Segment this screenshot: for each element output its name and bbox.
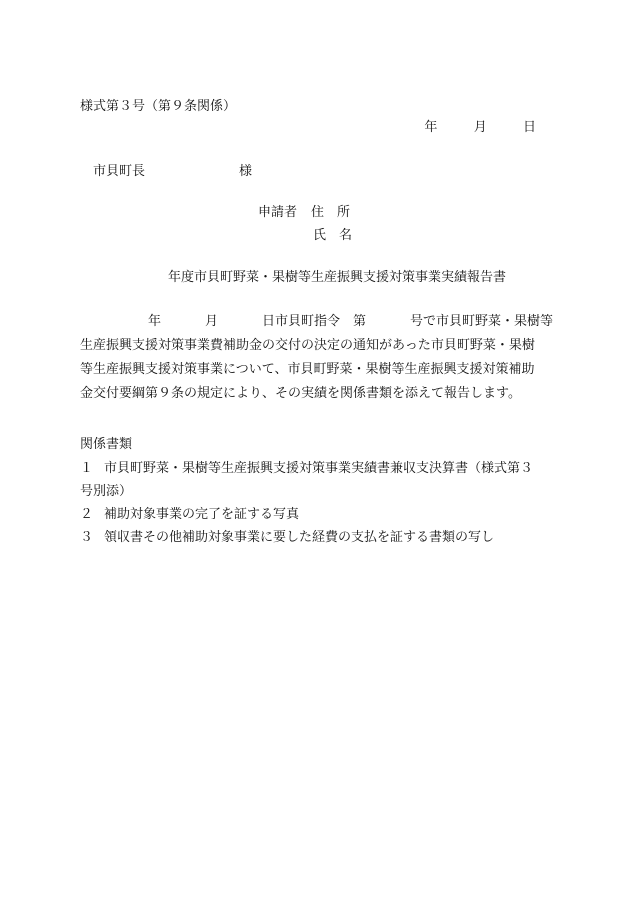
item-text: 領収書その他補助対象事業に要した経費の支払を証する書類の写し [104, 530, 495, 545]
list-item [80, 503, 560, 526]
date-day: 日 [522, 120, 536, 135]
item-text: 市貝町野菜・果樹等生産振興支援対策事業実績書兼収支決算書（様式第３ [104, 461, 534, 476]
applicant-label: 申請者 [258, 205, 298, 220]
report-body [80, 310, 554, 406]
applicant-address-row [258, 206, 350, 219]
item-number: １ [80, 461, 94, 476]
item-continuation: 号別添） [80, 484, 133, 499]
list-item [80, 526, 560, 549]
body-line-2: 生産振興支援対策事業費補助金の交付の決定の通知があった市貝町野菜・果樹 [80, 338, 535, 353]
date-month: 月 [473, 120, 487, 135]
applicant-name-label: 氏 名 [313, 228, 353, 243]
addressee-office: 市貝町長 [93, 164, 146, 179]
item-text: 補助対象事業の完了を証する写真 [104, 507, 300, 522]
body-month: 月 [205, 314, 219, 329]
related-documents-heading: 関係書類 [80, 437, 133, 452]
applicant-address-label: 住 所 [311, 205, 351, 220]
item-number: ３ [80, 530, 94, 545]
body-line-1-rest: 号で市貝町野菜・果樹等 [410, 314, 554, 329]
body-line-4: 金交付要綱第９条の規定により、その実績を関係書類を添えて報告します。 [80, 386, 521, 401]
date-line [424, 121, 536, 134]
body-line-1 [80, 310, 554, 334]
body-designation: 日市貝町指令 第 [262, 314, 367, 329]
addressee [93, 165, 252, 178]
body-line-3: 等生産振興支援対策事業について、市貝町野菜・果樹等生産振興支援対策補助 [80, 362, 535, 377]
addressee-honorific: 様 [239, 164, 253, 179]
date-year: 年 [424, 120, 438, 135]
related-documents-list [80, 457, 560, 549]
item-number: ２ [80, 507, 94, 522]
form-number: 様式第３号（第９条関係） [80, 99, 237, 114]
list-item [80, 457, 560, 480]
body-year: 年 [148, 314, 162, 329]
document-title: 年度市貝町野菜・果樹等生産振興支援対策事業実績報告書 [168, 270, 507, 285]
